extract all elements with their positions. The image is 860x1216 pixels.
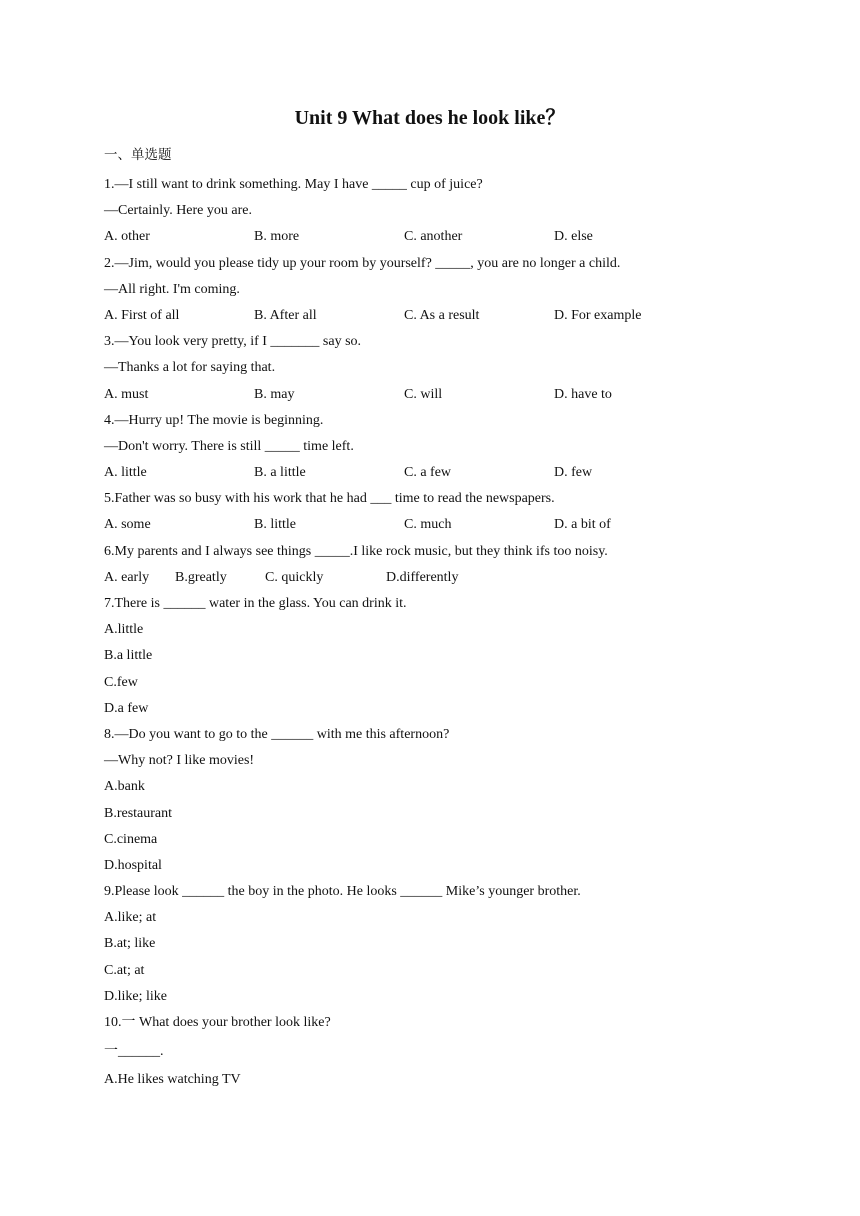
page-title: Unit 9 What does he look like？ xyxy=(294,107,566,129)
option-c[interactable]: C.cinema xyxy=(104,831,158,847)
option-d[interactable]: D.like; like xyxy=(104,988,167,1004)
question-1-stem: 1.—I still want to drink something. May I have _____ cup of juice? xyxy=(104,177,483,192)
question-5-stem: 5.Father was so busy with his work that he had ___ time to read the newspapers. xyxy=(104,491,555,507)
option-a[interactable]: A.little xyxy=(104,622,144,638)
option-d[interactable]: D. have to xyxy=(554,386,612,402)
question-3-options xyxy=(104,384,784,410)
option-a[interactable]: A. some xyxy=(104,517,151,533)
question-6-stem: 6.My parents and I always see things _____.I like rock music, but they think ifs too noisy. xyxy=(104,543,608,559)
question-list xyxy=(104,174,784,1095)
option-a[interactable]: A. other xyxy=(104,229,150,245)
option-b[interactable]: B. a little xyxy=(254,465,306,481)
option-b[interactable]: B. After all xyxy=(254,307,317,323)
option-b[interactable]: B.restaurant xyxy=(104,805,173,821)
option-c[interactable]: C. will xyxy=(404,386,443,402)
question-10-stem: 10.一 What does your brother look like? xyxy=(104,1015,331,1030)
option-d[interactable]: D.hospital xyxy=(104,857,162,873)
question-8-stem: 8.—Do you want to go to the ______ with me this afternoon? xyxy=(104,726,450,742)
question-3-stem: 3.―You look very pretty, if I _______ say so. xyxy=(104,334,362,350)
question-4-stem: 4.—Hurry up! The movie is beginning. xyxy=(104,412,324,428)
question-4-reply: —Don't worry. There is still _____ time left. xyxy=(104,438,354,454)
option-d[interactable]: D.differently xyxy=(386,569,459,585)
option-b[interactable]: B.a little xyxy=(104,648,153,664)
option-d[interactable]: D. few xyxy=(554,465,593,481)
question-2-stem: 2.—Jim, would you please tidy up your room by yourself? _____, you are no longer a child. xyxy=(104,255,621,271)
question-1-reply: —Certainly. Here you are. xyxy=(104,203,252,219)
question-5-options xyxy=(104,514,784,540)
option-c[interactable]: C. another xyxy=(404,229,463,245)
option-a[interactable]: A.He likes watching TV xyxy=(104,1072,241,1088)
question-3-reply: ―Thanks a lot for saying that. xyxy=(104,360,276,376)
option-a[interactable]: A. early xyxy=(104,569,150,585)
question-2-options xyxy=(104,305,784,331)
option-d[interactable]: D. else xyxy=(554,229,593,245)
option-b[interactable]: B.greatly xyxy=(175,569,227,585)
option-b[interactable]: B.at; like xyxy=(104,936,156,952)
option-c[interactable]: C. much xyxy=(404,517,452,533)
option-c[interactable]: C. As a result xyxy=(404,307,480,323)
option-c[interactable]: C. a few xyxy=(404,465,452,481)
question-4-options xyxy=(104,462,784,488)
option-b[interactable]: B. little xyxy=(254,517,296,533)
question-7-stem: 7.There is ______ water in the glass. You can drink it. xyxy=(104,596,407,611)
option-d[interactable]: D.a few xyxy=(104,700,149,716)
option-a[interactable]: A.like; at xyxy=(104,910,157,926)
option-a[interactable]: A. little xyxy=(104,465,147,481)
option-c[interactable]: C.few xyxy=(104,674,138,690)
option-a[interactable]: A. First of all xyxy=(104,307,180,323)
section-heading: 一、单选题 xyxy=(104,147,172,162)
option-a[interactable]: A. must xyxy=(104,386,149,402)
question-1-options xyxy=(104,226,784,252)
option-d[interactable]: D. For example xyxy=(554,307,642,323)
question-2-reply: —All right. I'm coming. xyxy=(104,281,240,297)
option-b[interactable]: B. more xyxy=(254,229,300,245)
option-c[interactable]: C.at; at xyxy=(104,962,145,978)
question-9-stem: 9.Please look ______ the boy in the photo. He looks ______ Mike’s younger brother. xyxy=(104,884,581,900)
question-8-reply: —Why not? I like movies! xyxy=(104,753,255,769)
option-a[interactable]: A.bank xyxy=(104,779,145,795)
question-10-reply: 一______. xyxy=(104,1044,164,1060)
question-6-options xyxy=(104,567,784,593)
option-b[interactable]: B. may xyxy=(254,386,295,402)
option-c[interactable]: C. quickly xyxy=(265,569,324,585)
option-d[interactable]: D. a bit of xyxy=(554,517,611,533)
